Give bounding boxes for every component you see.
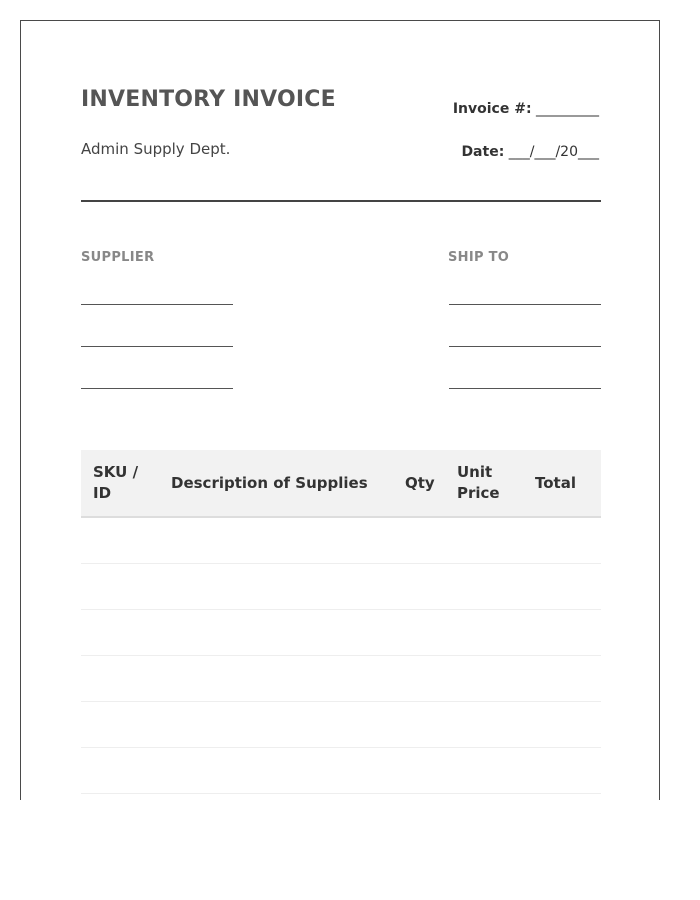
table-cell[interactable] <box>445 656 523 702</box>
supplier-label: SUPPLIER <box>81 250 155 265</box>
table-cell[interactable] <box>81 748 159 794</box>
supplier-line-1[interactable] <box>81 304 233 305</box>
column-header-sku: SKU / ID <box>81 450 159 517</box>
table-cell[interactable] <box>523 702 601 748</box>
table-cell[interactable] <box>159 610 393 656</box>
table-cell[interactable] <box>523 517 601 564</box>
table-cell[interactable] <box>81 564 159 610</box>
table-row <box>81 517 601 564</box>
table-row <box>81 748 601 794</box>
table-cell[interactable] <box>445 610 523 656</box>
ship-to-line-3[interactable] <box>449 388 601 389</box>
invoice-number-field[interactable] <box>453 101 599 117</box>
table-cell[interactable] <box>445 564 523 610</box>
table-cell[interactable] <box>81 656 159 702</box>
column-header-description: Description of Supplies <box>159 450 393 517</box>
table-cell[interactable] <box>81 517 159 564</box>
table-cell[interactable] <box>523 656 601 702</box>
table-cell[interactable] <box>523 610 601 656</box>
table-cell[interactable] <box>523 564 601 610</box>
table-header-row <box>81 450 601 517</box>
table-cell[interactable] <box>159 702 393 748</box>
table-cell[interactable] <box>445 702 523 748</box>
table-row <box>81 702 601 748</box>
ship-to-label: SHIP TO <box>448 250 510 265</box>
supplier-line-3[interactable] <box>81 388 233 389</box>
header-divider <box>81 200 601 202</box>
table-cell[interactable] <box>159 564 393 610</box>
invoice-number-label: Invoice #: <box>452 101 532 117</box>
ship-to-line-1[interactable] <box>449 304 601 305</box>
table-cell[interactable] <box>159 656 393 702</box>
table-cell[interactable] <box>159 517 393 564</box>
table-cell[interactable] <box>393 702 445 748</box>
table-cell[interactable] <box>393 564 445 610</box>
invoice-sheet <box>20 20 660 800</box>
column-header-unit-price: Unit Price <box>445 450 523 517</box>
table-cell[interactable] <box>393 517 445 564</box>
table-row <box>81 656 601 702</box>
table-row <box>81 564 601 610</box>
invoice-number-blank[interactable]: _________ <box>531 101 599 117</box>
table-cell[interactable] <box>393 656 445 702</box>
page-title: INVENTORY INVOICE <box>81 87 336 112</box>
table-cell[interactable] <box>81 610 159 656</box>
column-header-total: Total <box>523 450 601 517</box>
date-blank[interactable]: ___/___/20___ <box>504 144 599 160</box>
table-cell[interactable] <box>393 748 445 794</box>
table-cell[interactable] <box>81 702 159 748</box>
table-cell[interactable] <box>523 748 601 794</box>
items-table <box>81 450 601 794</box>
department-name: Admin Supply Dept. <box>81 140 231 158</box>
date-label: Date: <box>461 144 505 160</box>
table-cell[interactable] <box>445 517 523 564</box>
table-row <box>81 610 601 656</box>
table-cell[interactable] <box>159 748 393 794</box>
date-field[interactable] <box>461 144 599 160</box>
supplier-line-2[interactable] <box>81 346 233 347</box>
ship-to-line-2[interactable] <box>449 346 601 347</box>
table-cell[interactable] <box>393 610 445 656</box>
table-cell[interactable] <box>445 748 523 794</box>
column-header-qty: Qty <box>393 450 445 517</box>
